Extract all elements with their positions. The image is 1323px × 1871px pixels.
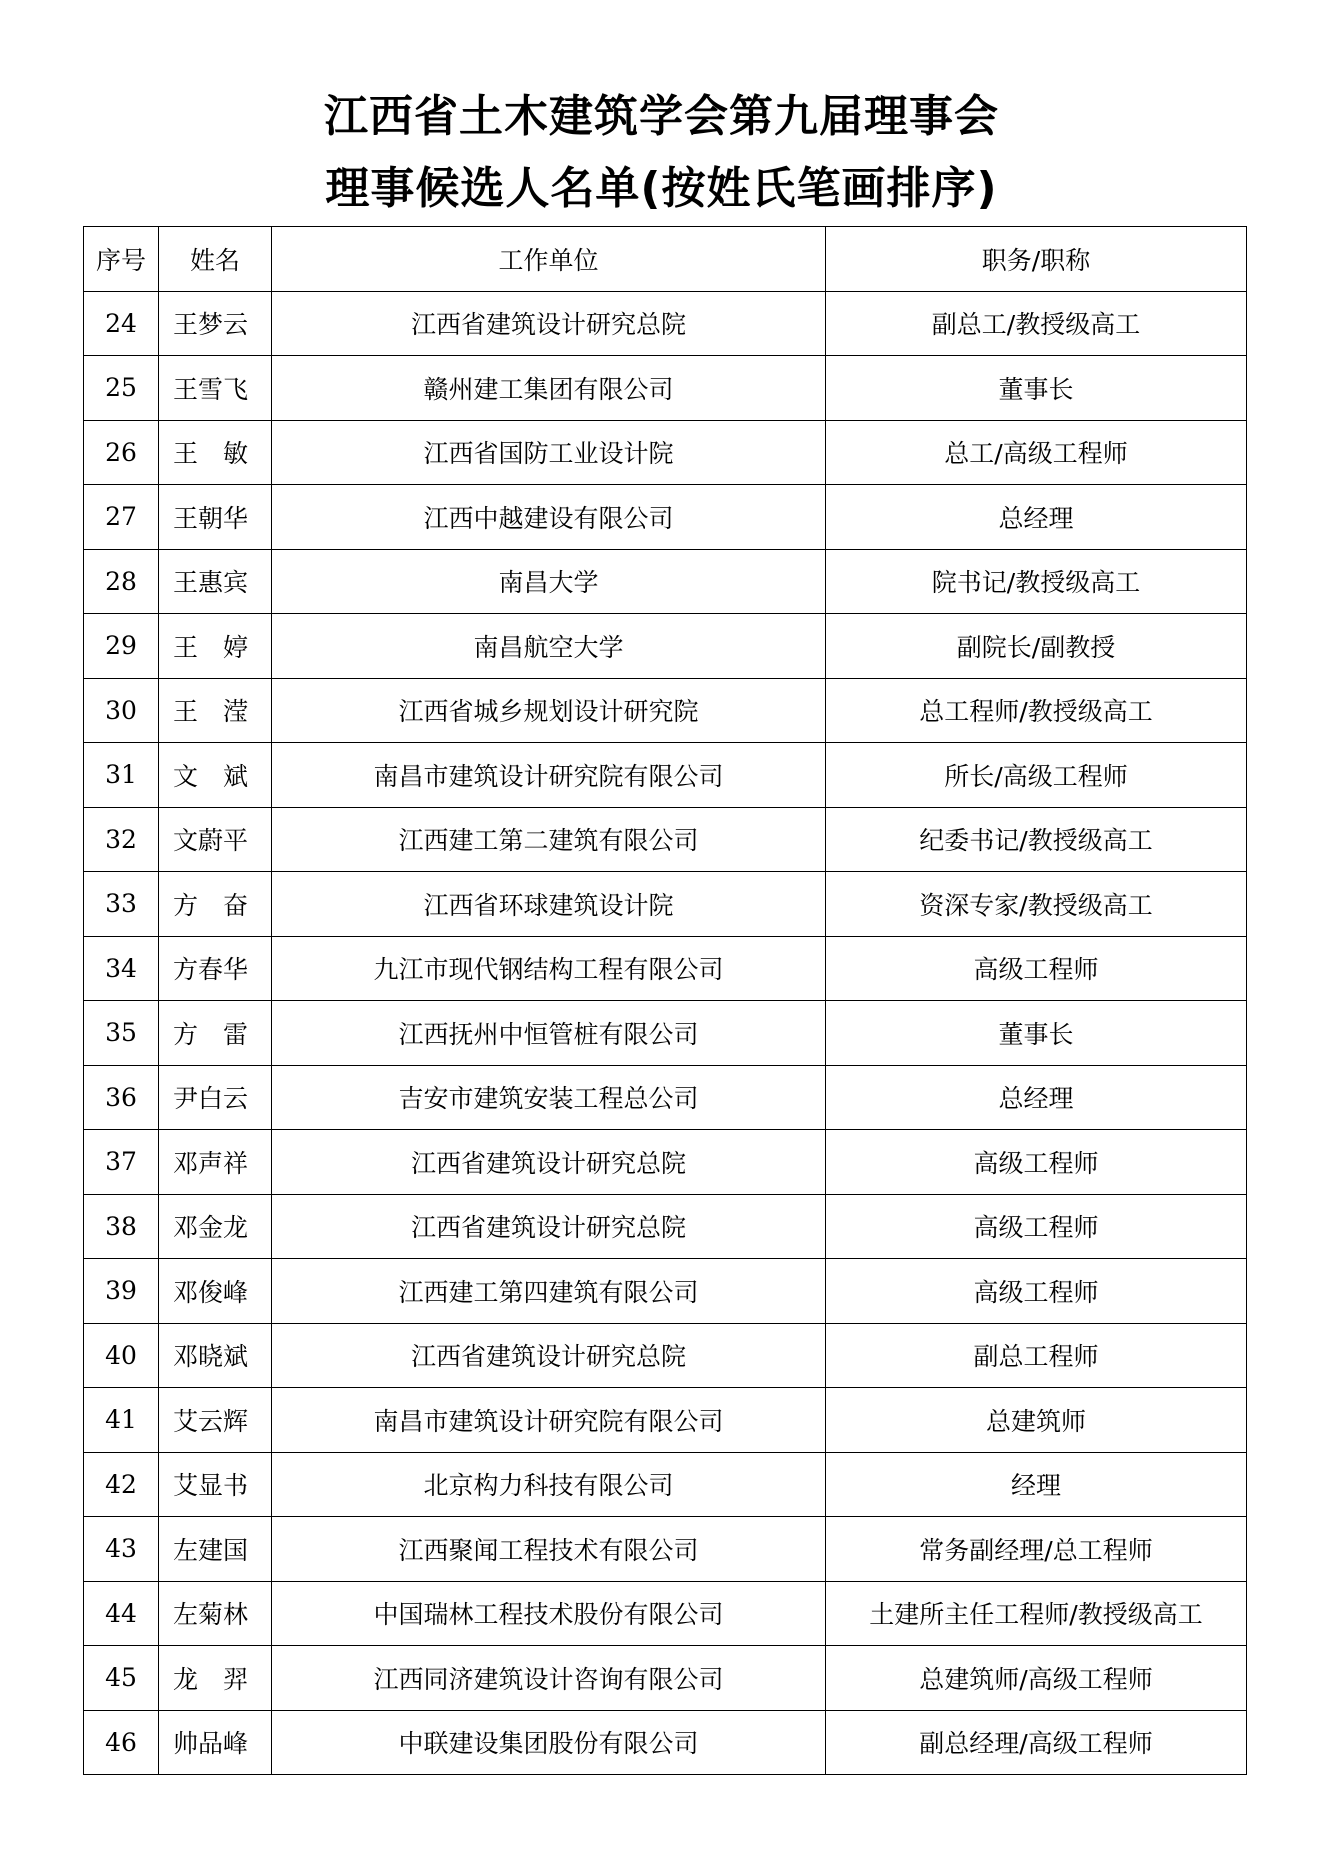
cell-number: 30 (84, 678, 159, 743)
cell-number: 46 (84, 1710, 159, 1775)
cell-organization: 江西省建筑设计研究总院 (272, 1323, 826, 1388)
cell-organization: 南昌航空大学 (272, 614, 826, 679)
cell-position: 院书记/教授级高工 (826, 549, 1247, 614)
cell-organization: 江西省国防工业设计院 (272, 420, 826, 485)
cell-number: 38 (84, 1194, 159, 1259)
cell-organization: 南昌大学 (272, 549, 826, 614)
cell-organization: 吉安市建筑安装工程总公司 (272, 1065, 826, 1130)
cell-number: 27 (84, 485, 159, 550)
cell-name: 邓声祥 (159, 1130, 272, 1195)
cell-name: 方 奋 (159, 872, 272, 937)
cell-organization: 江西省建筑设计研究总院 (272, 1194, 826, 1259)
table-row (84, 549, 1247, 614)
cell-name: 王惠宾 (159, 549, 272, 614)
cell-number: 36 (84, 1065, 159, 1130)
cell-organization: 中联建设集团股份有限公司 (272, 1710, 826, 1775)
cell-number: 45 (84, 1646, 159, 1711)
table-row (84, 485, 1247, 550)
cell-number: 44 (84, 1581, 159, 1646)
table-row (84, 1323, 1247, 1388)
cell-position: 总经理 (826, 485, 1247, 550)
cell-name: 文蔚平 (159, 807, 272, 872)
cell-position: 所长/高级工程师 (826, 743, 1247, 808)
cell-position: 副总工程师 (826, 1323, 1247, 1388)
cell-organization: 南昌市建筑设计研究院有限公司 (272, 743, 826, 808)
cell-organization: 江西省建筑设计研究总院 (272, 291, 826, 356)
cell-position: 总工/高级工程师 (826, 420, 1247, 485)
cell-position: 经理 (826, 1452, 1247, 1517)
table-row (84, 1194, 1247, 1259)
header-organization: 工作单位 (272, 227, 826, 292)
cell-organization: 江西抚州中恒管桩有限公司 (272, 1001, 826, 1066)
table-row (84, 1388, 1247, 1453)
table-row (84, 1259, 1247, 1324)
table-row (84, 1517, 1247, 1582)
cell-position: 副院长/副教授 (826, 614, 1247, 679)
cell-position: 高级工程师 (826, 1130, 1247, 1195)
header-position: 职务/职称 (826, 227, 1247, 292)
table-row (84, 614, 1247, 679)
table-header-row (84, 227, 1247, 292)
cell-position: 总工程师/教授级高工 (826, 678, 1247, 743)
cell-name: 王梦云 (159, 291, 272, 356)
cell-name: 尹白云 (159, 1065, 272, 1130)
cell-organization: 江西省城乡规划设计研究院 (272, 678, 826, 743)
table-row (84, 1710, 1247, 1775)
cell-organization: 江西聚闻工程技术有限公司 (272, 1517, 826, 1582)
cell-number: 43 (84, 1517, 159, 1582)
cell-number: 37 (84, 1130, 159, 1195)
cell-name: 龙 羿 (159, 1646, 272, 1711)
cell-position: 总建筑师 (826, 1388, 1247, 1453)
candidate-table (83, 226, 1247, 1775)
cell-organization: 九江市现代钢结构工程有限公司 (272, 936, 826, 1001)
cell-position: 高级工程师 (826, 936, 1247, 1001)
document-title-line-1: 江西省土木建筑学会第九届理事会 (324, 91, 999, 142)
cell-organization: 江西建工第四建筑有限公司 (272, 1259, 826, 1324)
cell-number: 26 (84, 420, 159, 485)
cell-position: 高级工程师 (826, 1194, 1247, 1259)
header-name: 姓名 (159, 227, 272, 292)
cell-number: 33 (84, 872, 159, 937)
cell-number: 32 (84, 807, 159, 872)
table-row (84, 1001, 1247, 1066)
cell-name: 邓晓斌 (159, 1323, 272, 1388)
table-row (84, 1452, 1247, 1517)
cell-number: 29 (84, 614, 159, 679)
cell-number: 34 (84, 936, 159, 1001)
cell-position: 纪委书记/教授级高工 (826, 807, 1247, 872)
table-row (84, 1065, 1247, 1130)
table-row (84, 807, 1247, 872)
cell-organization: 南昌市建筑设计研究院有限公司 (272, 1388, 826, 1453)
cell-number: 41 (84, 1388, 159, 1453)
cell-organization: 赣州建工集团有限公司 (272, 356, 826, 421)
cell-organization: 江西建工第二建筑有限公司 (272, 807, 826, 872)
cell-position: 总建筑师/高级工程师 (826, 1646, 1247, 1711)
cell-name: 文 斌 (159, 743, 272, 808)
table-row (84, 678, 1247, 743)
cell-position: 董事长 (826, 356, 1247, 421)
table-row (84, 1646, 1247, 1711)
cell-organization: 江西省环球建筑设计院 (272, 872, 826, 937)
cell-number: 24 (84, 291, 159, 356)
cell-organization: 江西省建筑设计研究总院 (272, 1130, 826, 1195)
table-row (84, 936, 1247, 1001)
table-row (84, 291, 1247, 356)
cell-position: 资深专家/教授级高工 (826, 872, 1247, 937)
cell-number: 35 (84, 1001, 159, 1066)
cell-number: 42 (84, 1452, 159, 1517)
cell-number: 39 (84, 1259, 159, 1324)
cell-number: 40 (84, 1323, 159, 1388)
cell-position: 副总经理/高级工程师 (826, 1710, 1247, 1775)
cell-name: 艾云辉 (159, 1388, 272, 1453)
cell-number: 28 (84, 549, 159, 614)
table-row (84, 356, 1247, 421)
cell-name: 左菊林 (159, 1581, 272, 1646)
cell-position: 高级工程师 (826, 1259, 1247, 1324)
cell-name: 王 敏 (159, 420, 272, 485)
table-row (84, 1130, 1247, 1195)
cell-name: 方春华 (159, 936, 272, 1001)
cell-name: 艾显书 (159, 1452, 272, 1517)
cell-position: 总经理 (826, 1065, 1247, 1130)
cell-organization: 北京构力科技有限公司 (272, 1452, 826, 1517)
cell-position: 常务副经理/总工程师 (826, 1517, 1247, 1582)
cell-name: 邓俊峰 (159, 1259, 272, 1324)
cell-name: 王雪飞 (159, 356, 272, 421)
table-row (84, 420, 1247, 485)
cell-number: 31 (84, 743, 159, 808)
cell-position: 副总工/教授级高工 (826, 291, 1247, 356)
cell-organization: 江西中越建设有限公司 (272, 485, 826, 550)
cell-organization: 江西同济建筑设计咨询有限公司 (272, 1646, 826, 1711)
cell-name: 王朝华 (159, 485, 272, 550)
cell-name: 左建国 (159, 1517, 272, 1582)
document-title-line-2: 理事候选人名单(按姓氏笔画排序) (325, 163, 998, 214)
table-row (84, 743, 1247, 808)
cell-name: 邓金龙 (159, 1194, 272, 1259)
cell-name: 帅品峰 (159, 1710, 272, 1775)
table-body (84, 291, 1247, 1775)
cell-position: 土建所主任工程师/教授级高工 (826, 1581, 1247, 1646)
cell-organization: 中国瑞林工程技术股份有限公司 (272, 1581, 826, 1646)
header-number: 序号 (84, 227, 159, 292)
cell-name: 方 雷 (159, 1001, 272, 1066)
table-row (84, 872, 1247, 937)
cell-position: 董事长 (826, 1001, 1247, 1066)
cell-name: 王 婷 (159, 614, 272, 679)
table-row (84, 1581, 1247, 1646)
cell-number: 25 (84, 356, 159, 421)
cell-name: 王 滢 (159, 678, 272, 743)
